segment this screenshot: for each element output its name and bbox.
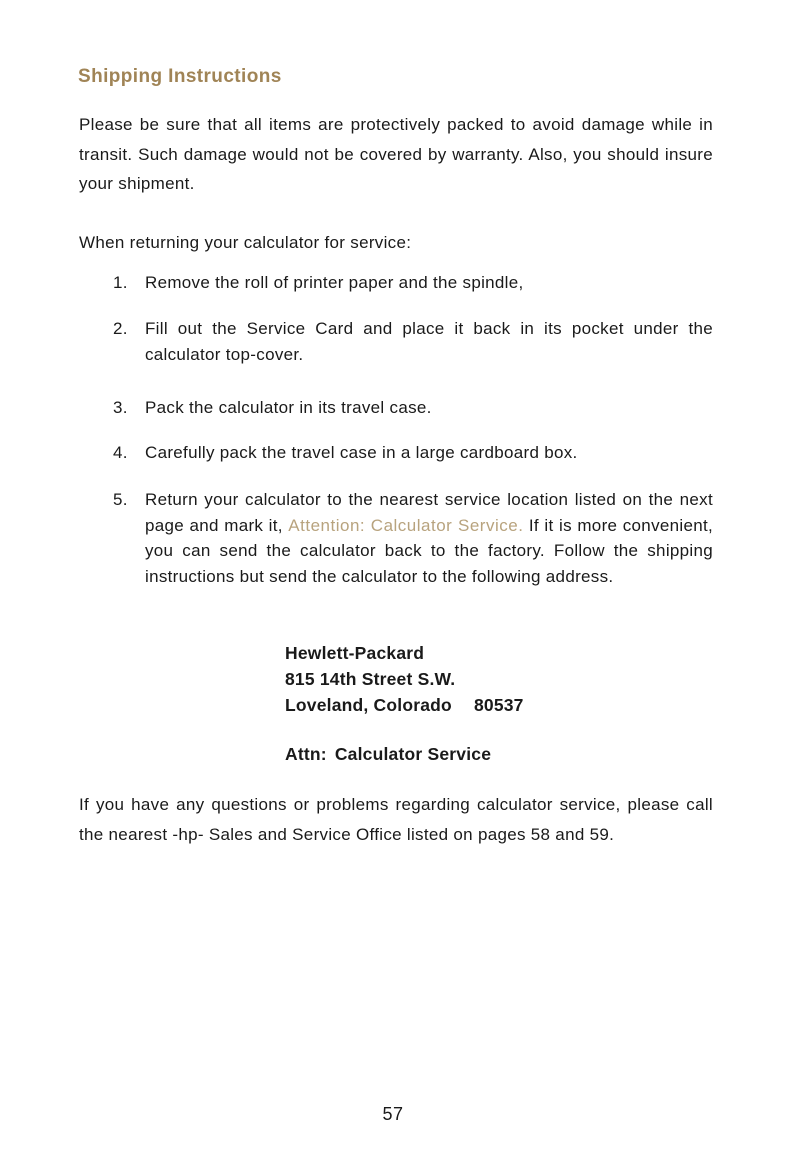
factory-address <box>285 640 524 718</box>
step-text <box>145 487 713 589</box>
step-number: 5. <box>113 490 128 509</box>
step-number: 2. <box>113 319 128 338</box>
step-text: Fill out the Service Card and place it back in its pocket under the calculator top-cover. <box>145 319 713 364</box>
step-text-after: If it is more convenient, you can send the calculator back to the factory. Follow the shipping instructions but send the calculator to the following address. <box>145 515 714 586</box>
step-text: Remove the roll of printer paper and the spindle, <box>145 273 524 292</box>
lead-paragraph: When returning your calculator for service: <box>79 233 412 252</box>
address-zip: 80537 <box>473 695 524 715</box>
step-number: 1. <box>113 273 128 292</box>
step-4 <box>113 440 713 466</box>
step-text: Pack the calculator in its travel case. <box>145 398 432 417</box>
step-text: Carefully pack the travel case in a large cardboard box. <box>145 443 578 462</box>
step-5 <box>113 487 713 589</box>
intro-paragraph: Please be sure that all items are protectively packed to avoid damage while in transit. Such damage would not be covered by warranty. Also, you should insure your shipment. <box>79 115 713 193</box>
attention-line <box>285 741 491 767</box>
address-city: Loveland, Colorado <box>285 695 452 715</box>
address-street: 815 14th Street S.W. <box>285 669 456 689</box>
step-number: 4. <box>113 443 128 462</box>
step-2 <box>113 316 713 367</box>
step-1 <box>113 270 713 296</box>
step-text-before: Return your calculator to the nearest service location listed on the next page and mark it, <box>145 490 713 535</box>
attn-value: Calculator Service <box>334 744 492 764</box>
attn-label: Attn: <box>285 744 327 764</box>
page-number: 57 <box>382 1104 404 1124</box>
address-company: Hewlett-Packard <box>285 643 425 663</box>
step-3 <box>113 395 713 421</box>
address-city-line <box>285 692 524 718</box>
closing-paragraph: If you have any questions or problems regarding calculator service, please call the nearest -hp- Sales and Service Office listed on pages 58 and 59. <box>79 795 713 844</box>
attention-highlight: Attention: Calculator Service. <box>288 515 524 535</box>
step-number: 3. <box>113 398 128 417</box>
section-heading: Shipping Instructions <box>78 66 282 87</box>
